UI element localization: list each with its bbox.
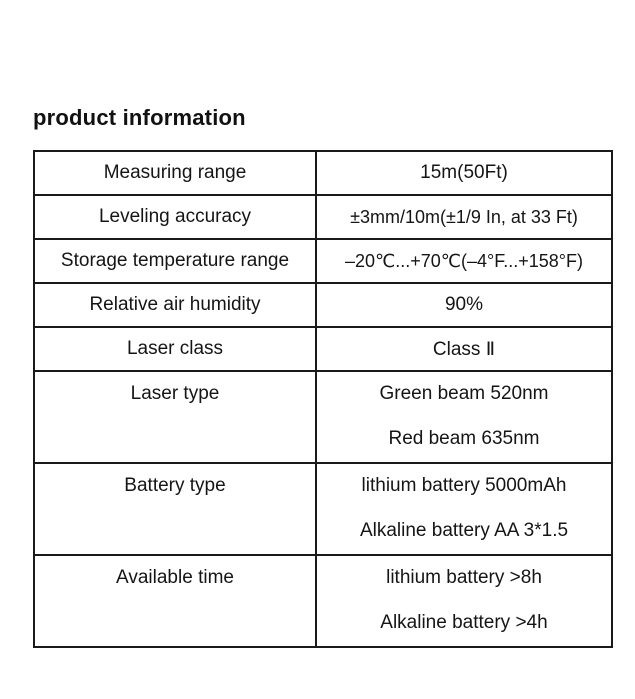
spec-value	[316, 371, 612, 463]
spec-value: 15m(50Ft)	[316, 151, 612, 195]
spec-row-measuring-range	[34, 151, 612, 195]
spec-label-text: Battery type	[124, 475, 226, 496]
spec-value: Class Ⅱ	[316, 327, 612, 371]
spec-label: Storage temperature range	[34, 239, 316, 283]
spec-label: Leveling accuracy	[34, 195, 316, 239]
spec-label	[34, 555, 316, 647]
spec-label: Relative air humidity	[34, 283, 316, 327]
spec-value: 90%	[316, 283, 612, 327]
spec-label-text: Laser type	[130, 383, 220, 404]
page-title: product information	[33, 105, 246, 130]
spec-row-storage-temperature	[34, 239, 612, 283]
spec-value-line: Green beam 520nm	[379, 383, 549, 404]
product-spec-table	[33, 150, 613, 648]
spec-value: –20℃...+70℃(–4°F...+158°F)	[316, 239, 612, 283]
spec-label	[34, 371, 316, 463]
spec-row-laser-class	[34, 327, 612, 371]
spec-value-line: Red beam 635nm	[388, 428, 540, 449]
spec-row-battery-type	[34, 463, 612, 555]
spec-label: Measuring range	[34, 151, 316, 195]
spec-value-line: Alkaline battery >4h	[380, 612, 548, 633]
spec-row-leveling-accuracy	[34, 195, 612, 239]
spec-value: ±3mm/10m(±1/9 In, at 33 Ft)	[316, 195, 612, 239]
spec-row-available-time	[34, 555, 612, 647]
spec-row-relative-humidity	[34, 283, 612, 327]
spec-label	[34, 463, 316, 555]
spec-label: Laser class	[34, 327, 316, 371]
spec-value-line: lithium battery 5000mAh	[361, 475, 567, 496]
spec-row-laser-type	[34, 371, 612, 463]
spec-value	[316, 555, 612, 647]
spec-value-line: Alkaline battery AA 3*1.5	[359, 520, 569, 541]
spec-value	[316, 463, 612, 555]
spec-label-text: Available time	[116, 567, 234, 588]
spec-value-line: lithium battery >8h	[386, 567, 542, 588]
